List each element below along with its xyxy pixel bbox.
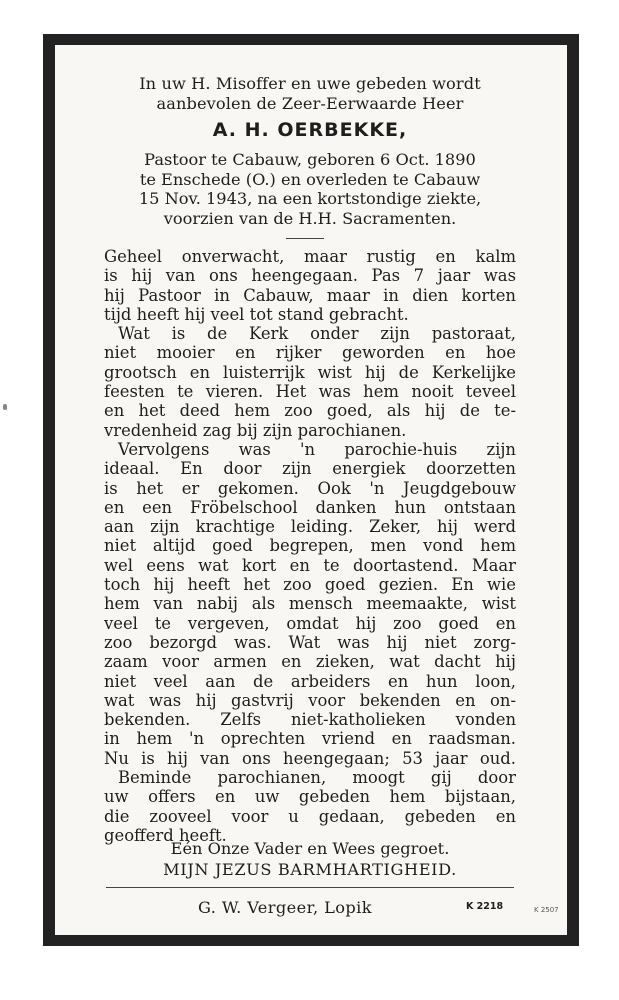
text-line: hij Pastoor in Cabauw, maar in dien korten — [104, 285, 516, 305]
text-line: zaam voor armen en zieken, wat dacht hij — [104, 652, 516, 672]
bio-line: te Enschede (O.) en overleden te Cabauw — [139, 169, 481, 189]
text-line: niet mooier en rijker geworden en hoe — [104, 343, 516, 363]
deceased-name: A. H. OERBEKKE, — [212, 119, 408, 141]
scan-speck — [3, 404, 7, 410]
text-line: uw offers en uw gebeden hem bijstaan, — [104, 787, 516, 807]
text-line: Nu is hij van ons heengegaan; 53 jaar oud. — [104, 748, 516, 768]
text-line: aan zijn krachtige leiding. Zeker, hij werd — [104, 517, 516, 537]
header-line: aanbevolen de Zeer-Eerwaarde Heer — [156, 94, 464, 113]
printer-credit: G. W. Vergeer, Lopik — [198, 898, 372, 917]
text-line: niet veel aan de arbeiders en hun loon, — [104, 671, 516, 691]
text-line: veel te vergeven, omdat hij zoo goed en — [104, 613, 516, 633]
print-code: K 2218 — [466, 901, 504, 912]
text-line: ideaal. En door zijn energiek doorzetten — [104, 459, 516, 479]
text-line: grootsch en luisterrijk wist hij de Kerkelijke — [104, 362, 516, 382]
text-line: vredenheid zag bij zijn parochianen. — [104, 420, 407, 440]
text-line: Wat is de Kerk onder zijn pastoraat, — [118, 324, 516, 344]
text-line: en een Fröbelschool danken hun ontstaan — [104, 497, 516, 517]
bio-line: voorzien van de H.H. Sacramenten. — [163, 208, 457, 228]
text-line: wel eens wat kort en te doortastend. Maar — [104, 555, 516, 575]
text-line: feesten te vieren. Het was hem nooit teveel — [104, 382, 516, 402]
text-line: die zooveel voor u gedaan, gebeden en — [104, 806, 516, 826]
short-divider — [286, 238, 324, 239]
text-line: in hem 'n oprechten vriend en raadsman. — [104, 729, 516, 749]
prayer-request: Eén Onze Vader en Wees gegroet. — [170, 839, 450, 858]
text-line: zoo bezorgd was. Wat was hij niet zorg- — [104, 632, 516, 652]
motto: MIJN JEZUS BARMHARTIGHEID. — [163, 860, 457, 879]
biography — [60, 150, 560, 228]
text-line: toch hij heeft het zoo goed gezien. En wie — [104, 575, 516, 595]
text-line: niet altijd goed begrepen, men vond hem — [104, 536, 516, 556]
footer-divider — [106, 887, 514, 888]
text-line: Geheel onverwacht, maar rustig en kalm — [104, 247, 516, 266]
text-line: bekenden. Zelfs niet-katholieken vonden — [104, 710, 516, 730]
text-line: hem van nabij als mensch meemaakte, wist — [104, 594, 516, 614]
text-line: tijd heeft hij veel tot stand gebracht. — [104, 304, 409, 324]
small-code: K 2507 — [534, 906, 559, 914]
text-line: Beminde parochianen, moogt gij door — [118, 768, 516, 788]
bio-line: Pastoor te Cabauw, geboren 6 Oct. 1890 — [144, 150, 476, 169]
text-line: wat was hij gastvrij voor bekenden en on- — [104, 690, 516, 710]
header-line: In uw H. Misoffer en uwe gebeden wordt — [139, 74, 481, 93]
bio-line: 15 Nov. 1943, na een kortstondige ziekte, — [138, 189, 482, 209]
text-line: is het er gekomen. Ook 'n Jeugdgebouw — [104, 478, 516, 498]
text-line: is hij van ons heengegaan. Pas 7 jaar was — [104, 266, 516, 286]
text-line: en het deed hem zoo goed, als hij de te- — [104, 401, 516, 421]
eulogy-text — [104, 247, 516, 845]
text-line: Vervolgens was 'n parochie-huis zijn — [118, 439, 516, 459]
card-header — [60, 74, 560, 114]
text-line: geofferd heeft. — [104, 825, 227, 845]
